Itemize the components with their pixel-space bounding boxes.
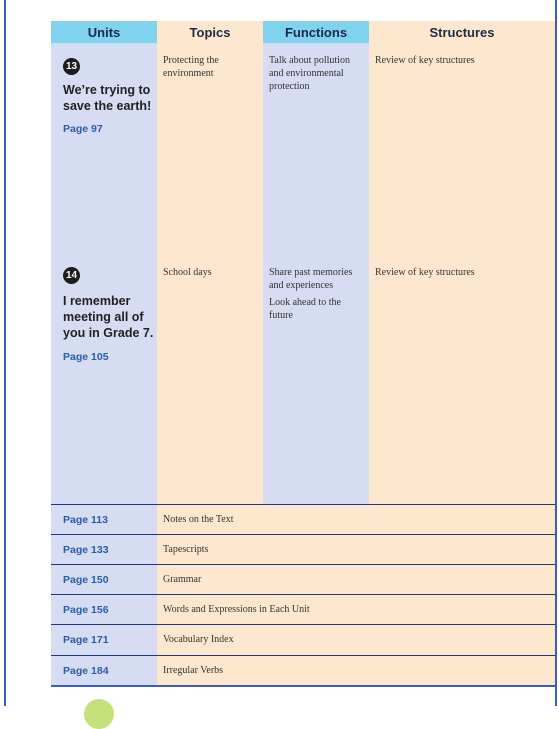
- function-line: Share past memories: [269, 267, 353, 278]
- page-frame-left: [4, 0, 6, 706]
- row-divider: [51, 655, 555, 656]
- unit-structures: Review of key structures: [375, 55, 475, 66]
- reference-page-link[interactable]: Page 150: [63, 574, 109, 586]
- topic-line: Protecting the: [163, 55, 219, 66]
- row-divider: [51, 534, 555, 535]
- header-functions: Functions: [263, 21, 369, 43]
- reference-label: Vocabulary Index: [163, 634, 234, 645]
- row-divider: [51, 594, 555, 595]
- reference-page-link[interactable]: Page 156: [63, 604, 109, 616]
- reference-page-link[interactable]: Page 113: [63, 514, 108, 526]
- header-structures: Structures: [369, 21, 555, 43]
- reference-label: Notes on the Text: [163, 514, 234, 525]
- unit-title: [63, 293, 153, 341]
- reference-label: Words and Expressions in Each Unit: [163, 604, 310, 615]
- unit-page-link[interactable]: Page 105: [63, 351, 109, 363]
- function-line: Look ahead to the: [269, 297, 341, 308]
- table-bottom-rule: [51, 685, 555, 687]
- reference-label: Grammar: [163, 574, 202, 585]
- function-line: and environmental: [269, 68, 344, 79]
- function-line: and experiences: [269, 280, 334, 291]
- row-divider: [51, 564, 555, 565]
- header-topics: Topics: [157, 21, 263, 43]
- unit-number-badge: 14: [63, 267, 80, 284]
- function-line: protection: [269, 81, 310, 92]
- unit-page-link[interactable]: Page 97: [63, 123, 103, 135]
- unit-title-line: save the earth!: [63, 99, 152, 113]
- unit-title: [63, 82, 151, 114]
- function-line: future: [269, 310, 293, 321]
- unit-functions: [269, 266, 352, 322]
- reference-page-link[interactable]: Page 184: [63, 665, 109, 677]
- topic-line: environment: [163, 68, 214, 79]
- unit-title-line: We’re trying to: [63, 83, 151, 97]
- topic-line: School days: [163, 267, 212, 278]
- unit-functions: [269, 54, 350, 93]
- row-divider: [51, 504, 555, 505]
- unit-title-line: meeting all of: [63, 310, 144, 324]
- header-units: Units: [51, 21, 157, 43]
- reference-label: Tapescripts: [163, 544, 209, 555]
- reference-label: Irregular Verbs: [163, 665, 224, 676]
- row-divider: [51, 624, 555, 625]
- green-circle-decoration: [84, 699, 114, 729]
- reference-page-link[interactable]: Page 171: [63, 634, 109, 646]
- page-frame-right: [555, 0, 557, 706]
- unit-topics: [163, 54, 219, 80]
- function-line: Talk about pollution: [269, 55, 350, 66]
- unit-topics: [163, 266, 212, 279]
- reference-page-link[interactable]: Page 133: [63, 544, 109, 556]
- unit-title-line: you in Grade 7.: [63, 326, 154, 340]
- unit-number-badge: 13: [63, 58, 80, 75]
- contents-table: [51, 21, 555, 687]
- unit-title-line: I remember: [63, 294, 131, 308]
- unit-structures: Review of key structures: [375, 267, 475, 278]
